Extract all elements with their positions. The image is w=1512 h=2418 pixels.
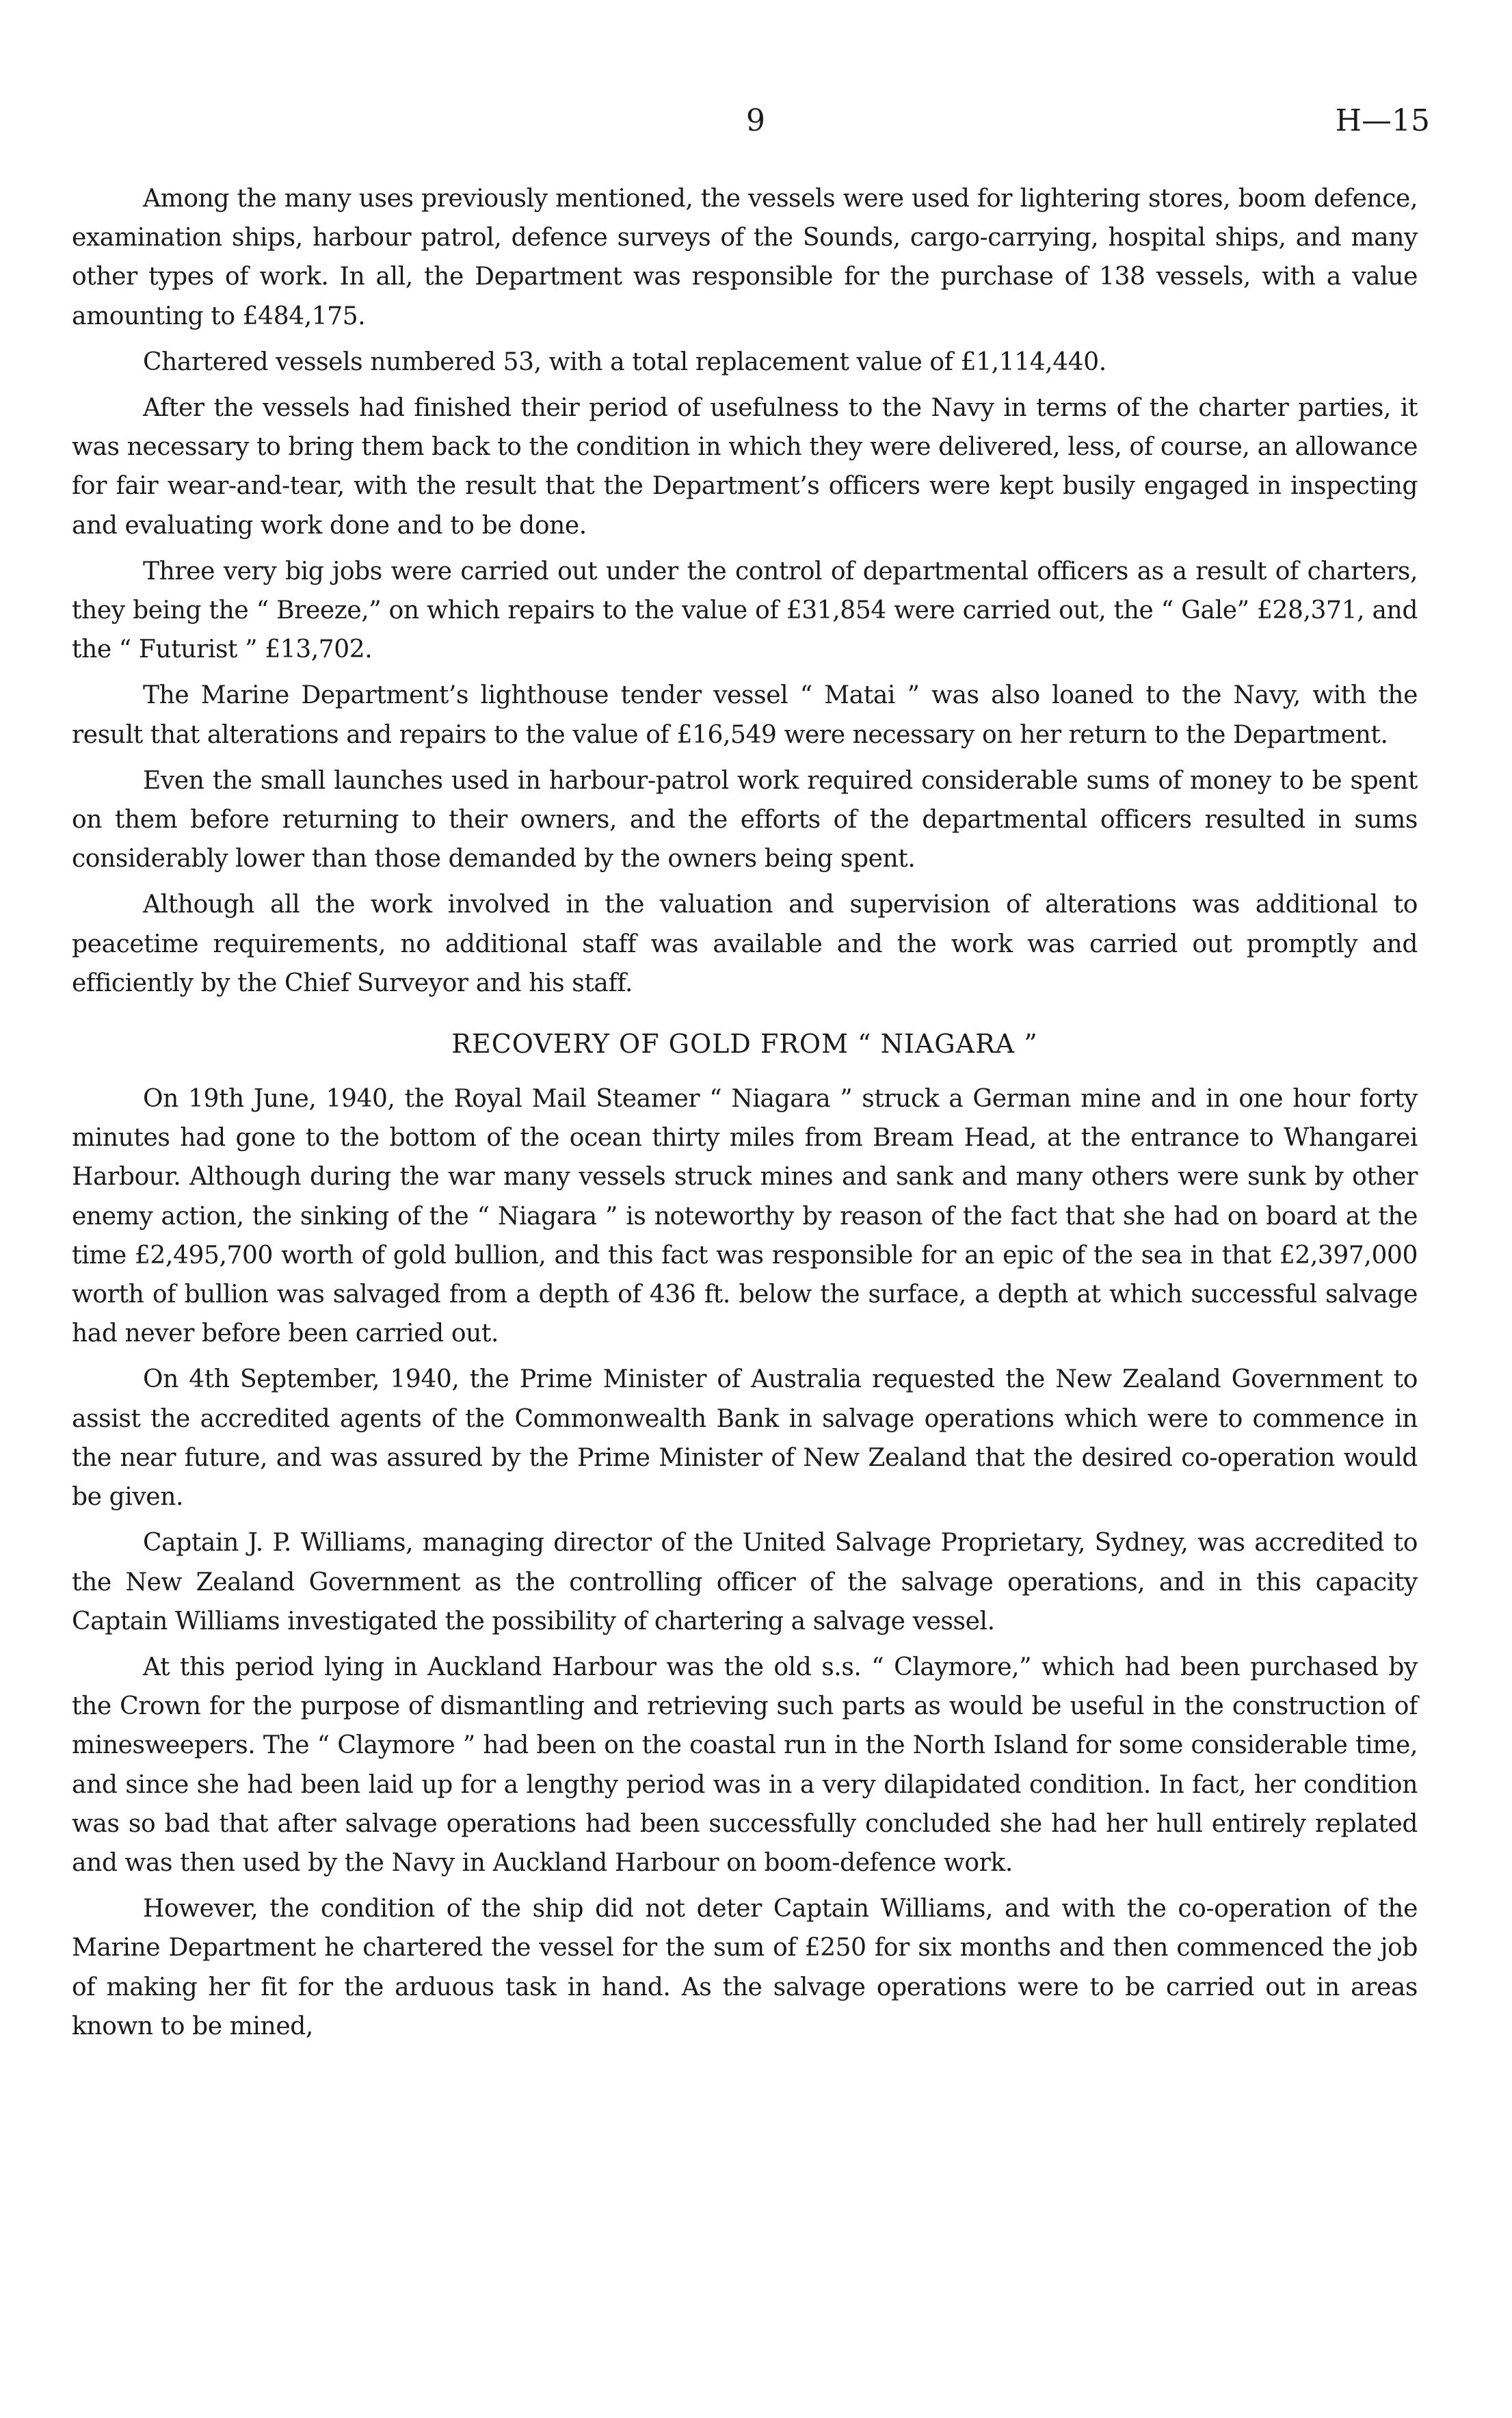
paragraph-big-jobs: Three very big jobs were carried out under the control of departmental officers as a result of charters, they being the “ Breeze,” on which repairs to the value of £31,854 were carried out, the “ Gale” £28,371, and the “ Futurist ” £13,702. — [72, 557, 1418, 664]
report-code: H—15 — [1335, 103, 1430, 138]
paragraph-chartered-vessels: Chartered vessels numbered 53, with a total replacement value of £1,114,440. — [143, 347, 1106, 376]
paragraph-niagara-sinking: On 19th June, 1940, the Royal Mail Steamer “ Niagara ” struck a German mine and in one hour forty minutes had gone to the bottom of the ocean thirty miles from Bream Head, at the entrance to Whangarei Harbour. Although during the war many vessels struck mines and sank and many others were sunk by other enemy action, the sinking of the “ Niagara ” is noteworthy by reason of the fact that she had on board at the time £2,495,700 worth of gold bullion, and this fact was responsible for an epic of the sea in that £2,397,000 worth of bullion was salvaged from a depth of 436 ft. below the surface, a depth at which successful salvage had never before been carried out. — [72, 1085, 1418, 1348]
page-number: 9 — [746, 103, 765, 138]
paragraph-launches: Even the small launches used in harbour-patrol work required considerable sums of money to be spent on them before returning to their owners, and the efforts of the departmental officers resulted in sums considerably lower than those demanded by the owners being spent. — [72, 766, 1418, 873]
paragraph-claymore: At this period lying in Auckland Harbour was the old s.s. “ Claymore,” which had been purchased by the Crown for the purpose of dismantling and retrieving such parts as would be useful in the construction of minesweepers. The “ Claymore ” had been on the coastal run in the North Island for some considerable time, and since she had been laid up for a lengthy period was in a very dilapidated condition. In fact, her condition was so bad that after salvage operations had been successfully concluded she had her hull entirely replated and was then used by the Navy in Auckland Harbour on boom-defence work. — [72, 1653, 1418, 1877]
paragraph-australia-request: On 4th September, 1940, the Prime Minister of Australia requested the New Zealand Government to assist the accredited agents of the Commonwealth Bank in salvage operations which were to commence in the near future, and was assured by the Prime Minister of New Zealand that the desired co-operation would be given. — [72, 1365, 1418, 1512]
paragraph-staff: Although all the work involved in the valuation and supervision of alterations was additional to peacetime requirements, no additional staff was available and the work was carried out promptly and efficiently by the Chief Surveyor and his staff. — [72, 891, 1418, 997]
page-body — [72, 179, 1418, 2053]
paragraph-captain-williams: Captain J. P. Williams, managing director of the United Salvage Proprietary, Sydney, was accredited to the New Zealand Government as the controlling officer of the salvage operations, and in this capacity Captain Williams investigated the possibility of chartering a salvage vessel. — [72, 1529, 1418, 1635]
paragraph-matai: The Marine Department’s lighthouse tender vessel “ Matai ” was also loaned to the Navy, with the result that alterations and repairs to the value of £16,549 were necessary on her return to the Department. — [72, 681, 1418, 749]
paragraph-charter-return: After the vessels had finished their period of usefulness to the Navy in terms of the charter parties, it was necessary to bring them back to the condition in which they were delivered, less, of course, an allowance for fair wear-and-tear, with the result that the Department’s officers were kept busily engaged in inspecting and evaluating work done and to be done. — [72, 394, 1418, 540]
paragraph-charter-claymore: However, the condition of the ship did not deter Captain Williams, and with the co-operation of the Marine Department he chartered the vessel for the sum of £250 for six months and then commenced the job of making her fit for the arduous task in hand. As the salvage operations were to be carried out in areas known to be mined, — [72, 1895, 1418, 2040]
section-heading-niagara: RECOVERY OF GOLD FROM “ NIAGARA ” — [451, 1029, 1038, 1060]
paragraph-vessel-uses: Among the many uses previously mentioned, the vessels were used for lightering stores, boom defence, examination ships, harbour patrol, defence surveys of the Sounds, cargo-carrying, hospital ships, and many other types of work. In all, the Department was responsible for the purchase of 138 vessels, with a value amounting to £484,175. — [72, 185, 1418, 330]
